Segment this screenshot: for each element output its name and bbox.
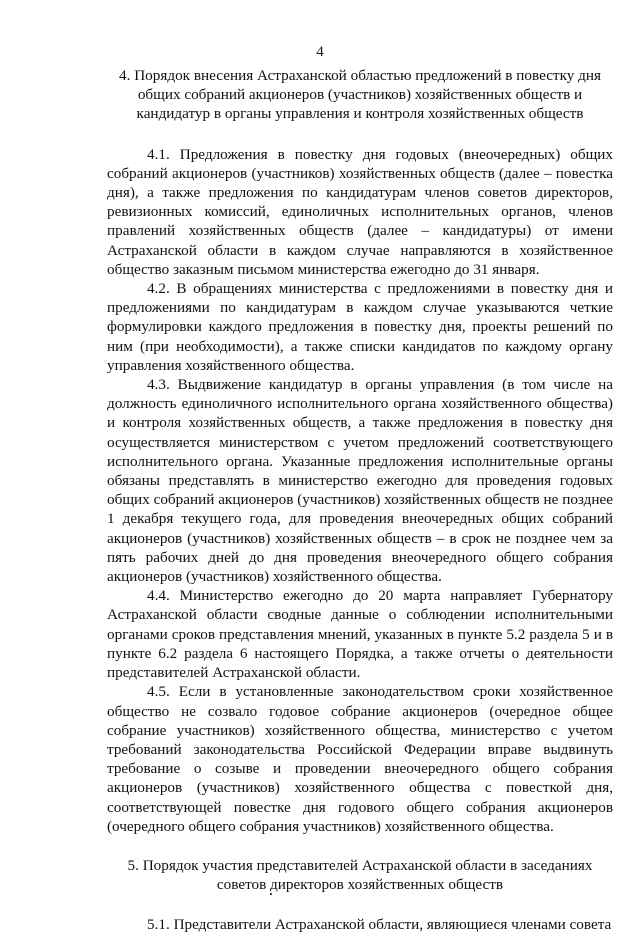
paragraph-5-1: 5.1. Представители Астраханской области, являющиеся членами совета [147, 916, 612, 934]
paragraph-4-3: 4.3. Выдвижение кандидатур в органы управления (в том числе на должность единоличного исполнительного органа хозяйственного общества) и контроля хозяйственных обществ, а также предложения в повестку дня осуществляется министерством с учетом предложений соответствующего исполнительного органа. Указанные предложения исполнительные органы обязаны представлять в министерство ежегодно для проведения годовых общих собраний акционеров (участников) хозяйственных обществ не позднее 1 декабря текущего года, для проведения внеочередных общих собраний акционеров (участников) хозяйственных обществ – в срок не позднее чем за пять рабочих дней до дня проведения внеочередного общего собрания акционеров (участников) хозяйственного общества. [107, 376, 613, 586]
paragraph-4-4: 4.4. Министерство ежегодно до 20 марта направляет Губернатору Астраханской области сводные данные о соблюдении исполнительными органами сроков представления мнений, указанных в пункте 5.2 раздела 5 и в пункте 6.2 раздела 6 настоящего Порядка, а также отчеты о деятельности представителей Астраханской области. [107, 587, 613, 682]
document-body [107, 66, 613, 935]
section-4-heading: 4. Порядок внесения Астраханской областью предложений в повестку дня общих собраний акционеров (участников) хозяйственных обществ и кандидатур в органы управления и контроля хозяйственных обществ [119, 67, 601, 123]
page-number: 4 [316, 44, 324, 60]
paragraph-4-2: 4.2. В обращениях министерства с предложениями в повестку дня и предложениями по кандидатурам в каждом случае указываются четкие формулировки каждого предложения в повестку дня, проекты решений по ним (при необходимости), а также списки кандидатов по каждому органу управления хозяйственного общества. [107, 280, 613, 374]
section-5-heading: 5. Порядок участия представителей Астраханской области в заседаниях советов директоров хозяйственных обществ [127, 856, 593, 894]
paragraph-4-5: 4.5. Если в установленные законодательством сроки хозяйственное общество не созвало годовое собрание акционеров (очередное общее собрание участников) хозяйственного общества, министерство с учетом требований законодательства Российской Федерации вправе выдвинуть требование о созыве и проведении внеочередного общего собрания акционеров (участников) хозяйственного общества с повесткой дня, соответствующей повестке дня годового общего собрания акционеров (очередного общего собрания участников) хозяйственного общества. [107, 683, 613, 835]
paragraph-4-1: 4.1. Предложения в повестку дня годовых (внеочередных) общих собраний акционеров (участников) хозяйственных обществ (далее – повестка дня), а также предложения по кандидатурам членов советов директоров, ревизионных комиссий, единоличных исполнительных органов, членов правлений хозяйственных обществ (далее – кандидатуры) от имени Астраханской области в каждом случае направляются в хозяйственное общество заказным письмом министерства ежегодно до 31 января. [107, 145, 613, 278]
scan-dot-mark [270, 893, 272, 895]
